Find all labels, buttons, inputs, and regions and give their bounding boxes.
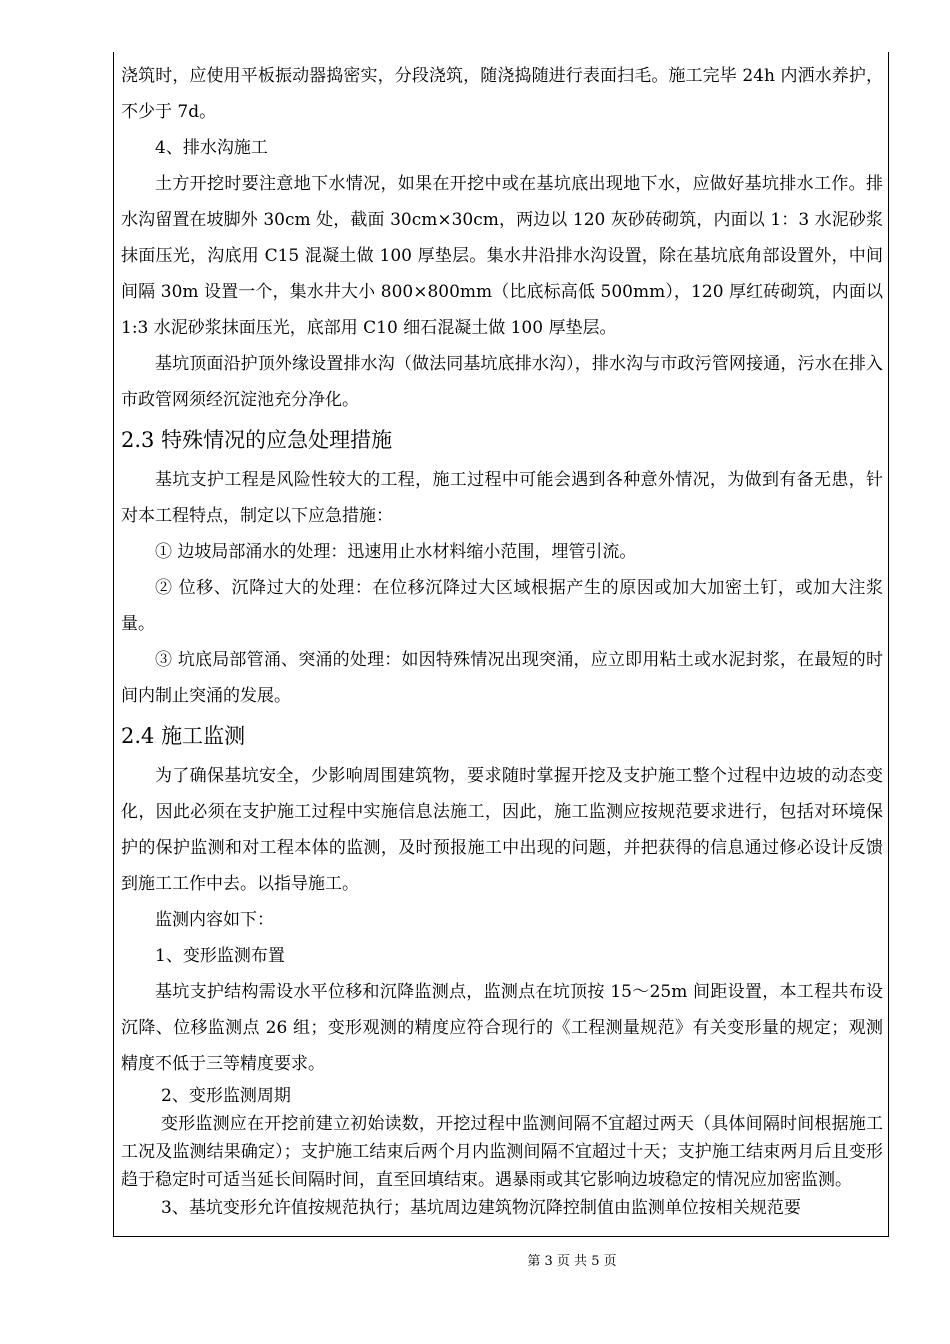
paragraph-emergency-intro: 基坑支护工程是风险性较大的工程，施工过程中可能会遇到各种意外情况，为做到有备无患，针对本工程特点，制定以下应急措施：: [121, 470, 883, 526]
paragraph-drainage: 土方开挖时要注意地下水情况，如果在开挖中或在基坑底出现地下水，应做好基坑排水工作。排水沟留置在坡脚外 30cm 处，截面 30cm×30cm，两边以 120 灰砂砖砌筑，内面以 1：3 水泥砂浆抹面压光，沟底用 C15 混凝土做 100 厚垫层。集水井沿排水沟设置，除在基坑底角部设置外，中间间隔 30m 设置一个，集水井大小 800×800mm（比底标高低 500mm），120 厚红砖砌筑，内面以 1:3 水泥砂浆抹面压光，底部用 C10 细石混凝土做 100 厚垫层。: [121, 174, 883, 338]
page-number-footer: [0, 1250, 950, 1269]
list-item-3: ③ 坑底局部管涌、突涌的处理：如因特殊情况出现突涌，应立即用粘土或水泥封浆，在最短的时间内制止突涌的发展。: [121, 650, 883, 706]
page-number: 第 3 页 共 5 页: [527, 1254, 617, 1269]
item-allowable-deformation: 3、基坑变形允许值按规范执行；基坑周边建筑物沉降控制值由监测单位按相关规范要: [161, 1198, 801, 1218]
list-item-1: ① 边坡局部涌水的处理：迅速用止水材料缩小范围，埋管引流。: [155, 542, 637, 562]
heading-2-4: 2.4 施工监测: [121, 724, 246, 748]
paragraph-monitoring-points: 基坑支护结构需设水平位移和沉降监测点，监测点在坑顶按 15～25m 间距设置，本工程共布设沉降、位移监测点 26 组；变形观测的精度应符合现行的《工程测量规范》有关变形量的规定；观测精度不低于三等精度要求。: [121, 982, 884, 1074]
paragraph-top-ditch: 基坑顶面沿护顶外缘设置排水沟（做法同基坑底排水沟），排水沟与市政污管网接通，污水在排入市政管网须经沉淀池充分净化。: [121, 354, 883, 410]
item-monitoring-period: 2、变形监测周期: [161, 1086, 291, 1106]
paragraph-monitoring-intro: 为了确保基坑安全，少影响周围建筑物，要求随时掌握开挖及支护施工整个过程中边坡的动态变化，因此必须在支护施工过程中实施信息法施工，因此，施工监测应按规范要求进行，包括对环境保护的保护监测和对工程本体的监测，及时预报施工中出现的问题，并把获得的信息通过修必设计反馈到施工工作中去。以指导施工。: [121, 766, 883, 894]
document-body: [121, 58, 883, 1222]
item-deformation-layout: 1、变形监测布置: [155, 946, 285, 966]
paragraph-monitoring-content: 监测内容如下：: [155, 910, 274, 930]
heading-2-3: 2.3 特殊情况的应急处理措施: [121, 428, 393, 452]
paragraph-monitoring-period: 变形监测应在开挖前建立初始读数，开挖过程中监测间隔不宜超过两天（具体间隔时间根据施工工况及监测结果确定）；支护施工结束后两个月内监测间隔不宜超过十天；支护施工结束两月后且变形趋于稳定时可适当延长间隔时间，直至回填结束。遇暴雨或其它影响边坡稳定的情况应加密监测。: [121, 1114, 883, 1190]
item-drainage-ditch: 4、排水沟施工: [155, 138, 268, 158]
paragraph-pour-curing: 浇筑时，应使用平板振动器捣密实，分段浇筑，随浇捣随进行表面扫毛。施工完毕 24h 内洒水养护，不少于 7d。: [121, 66, 883, 122]
list-item-2: ② 位移、沉降过大的处理：在位移沉降过大区域根据产生的原因或加大加密土钉，或加大注浆量。: [121, 578, 883, 634]
